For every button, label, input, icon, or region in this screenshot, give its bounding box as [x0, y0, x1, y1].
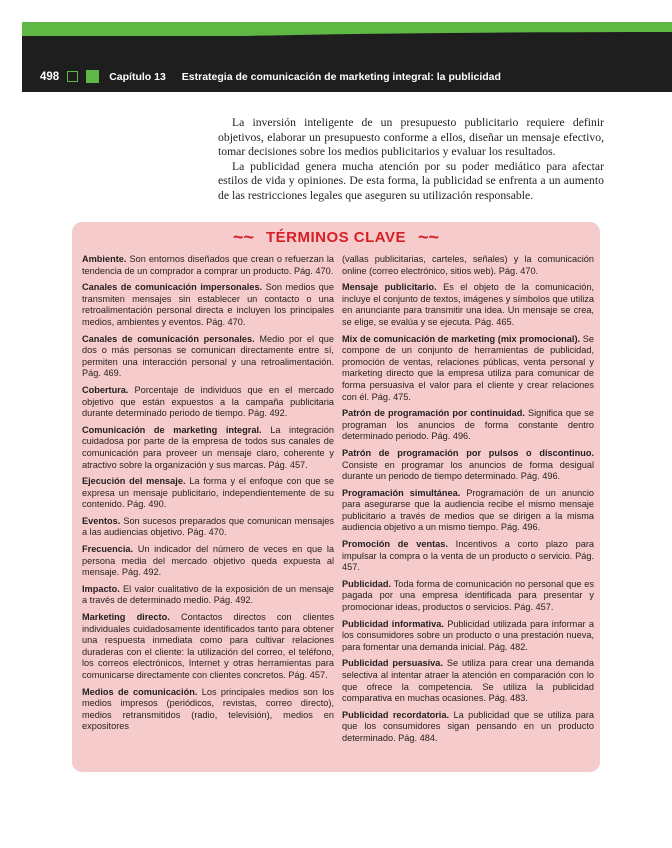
key-term-definition: La forma y el enfoque con que se expresa un mensaje publicitario, independientemente de su contenido. Pág. 490. — [82, 476, 334, 510]
key-term-name: Cobertura. — [82, 384, 129, 395]
key-term-name: Frecuencia. — [82, 544, 134, 555]
filled-square-icon — [86, 70, 99, 83]
intro-paragraph: La publicidad genera mucha atención por su poder mediático para afectar estilos de vida y opiniones. De esta forma, la publicidad se enfrenta a un aumento de las restricciones legales que aseguren su utilización responsable. — [218, 159, 604, 202]
key-term-entry — [342, 488, 594, 534]
key-term-name: Marketing directo. — [82, 612, 170, 623]
key-term-entry — [342, 710, 594, 745]
key-term-definition: Publicidad utilizada para informar a los consumidores sobre un producto o una prestación nueva, para fomentar una demanda inicial. Pág. 482. — [342, 618, 594, 652]
intro-paragraph: La inversión inteligente de un presupuesto publicitario requiere definir objetivos, elaborar un presupuesto conforme a ellos, diseñar un mensaje efectivo, tomar decisiones sobre los medios publicitarios y evaluar los resultados. — [218, 116, 604, 159]
key-term-entry — [82, 385, 334, 420]
key-term-definition: Toda forma de comunicación no personal que es pagada por una empresa identificada para presentar y promocionar ideas, productos o servicios. Pág. 457. — [342, 578, 595, 613]
key-term-name: Eventos. — [82, 515, 121, 526]
key-term-definition: El valor cualitativo de la exposición de un mensaje a través de determinado medio. Pág. 492. — [82, 583, 334, 606]
key-terms-box — [72, 222, 600, 772]
key-term-entry — [82, 516, 334, 539]
key-term-name: Mensaje publicitario. — [342, 282, 437, 293]
key-term-entry — [82, 476, 334, 511]
key-term-entry — [342, 579, 594, 614]
outline-square-icon — [67, 71, 78, 82]
key-term-definition: (vallas publicitarias, carteles, señales) y la comunicación online (correo electrónico, sitios web). Pág. 470. — [342, 254, 594, 276]
key-term-definition: Consiste en programar los anuncios de forma desigual durante un periodo de tiempo determinado. Pág. 496. — [342, 459, 594, 482]
key-term-entry — [82, 334, 334, 380]
key-term-definition: Significa que se programan los anuncios de forma constante dentro determinado periodo. Pág. 496. — [342, 408, 594, 442]
key-term-definition: Son sucesos preparados que comunican mensajes a las audiencias objetivo. Pág. 470. — [82, 515, 334, 538]
key-term-entry — [82, 544, 334, 579]
key-term-name: Mix de comunicación de marketing (mix promocional). — [342, 333, 581, 344]
key-term-name: Comunicación de marketing integral. — [82, 424, 262, 435]
key-term-name: Canales de comunicación impersonales. — [82, 282, 263, 293]
tilde-ornament-icon: ~~ — [418, 227, 440, 247]
chapter-title: Estrategia de comunicación de marketing integral: la publicidad — [181, 70, 501, 83]
key-term-entry — [82, 584, 334, 607]
key-term-definition: Son medios que transmiten mensajes sin establecer un contacto o una retroalimentación personal directa e incluyen los principales medios, ambientes y eventos. Pág. 470. — [82, 282, 334, 327]
key-term-definition: La publicidad que se utiliza para que los consumidores sigan pensando en un producto determinado. Pág. 484. — [342, 709, 594, 743]
intro-text — [218, 116, 604, 204]
key-term-definition: La integración cuidadosa por parte de la empresa de todos sus canales de comunicación para proveer un mensaje claro, coherente y atractivo sobre la organización y sus marcas. Pág. 457. — [82, 424, 334, 470]
key-term-definition: Contactos directos con clientes individuales cuidadosamente identificados tanto para obtener una respuesta inmediata como para cultivar relaciones duraderas con el cliente: la utilización del correo, el teléfono, los correos electrónicos, Internet y otras herramientas para comunicarse directamente con clientes concretos. Pág. 457. — [82, 612, 334, 680]
key-term-entry — [82, 282, 334, 328]
key-term-entry — [342, 539, 594, 574]
key-term-name: Impacto. — [82, 583, 120, 594]
key-term-name: Publicidad recordatoria. — [342, 709, 450, 720]
key-term-entry — [342, 334, 594, 404]
key-term-name: Publicidad informativa. — [342, 618, 444, 629]
key-term-name: Medios de comunicación. — [82, 686, 198, 697]
key-term-definition: Medio por el que dos o más personas se comunican directamente entre sí, permiten una interacción personal y una retroalimentación. Pág. 469. — [82, 333, 334, 379]
key-term-entry — [82, 612, 334, 682]
key-terms-heading — [72, 228, 600, 246]
key-term-entry — [342, 448, 594, 483]
key-terms-title: TÉRMINOS CLAVE — [265, 228, 407, 246]
key-term-name: Programación simultánea. — [342, 487, 461, 498]
key-term-name: Patrón de programación por continuidad. — [342, 408, 525, 419]
key-term-entry — [82, 254, 334, 277]
key-term-entry — [342, 658, 594, 704]
key-term-name: Patrón de programación por pulsos o discontinuo. — [342, 447, 594, 458]
key-term-entry — [342, 619, 594, 654]
key-term-definition: Un indicador del número de veces en que la persona media del mercado objetivo queda expuesta al mensaje. Pág. 492. — [82, 544, 334, 578]
key-term-definition: Son entornos diseñados que crean o refuerzan la tendencia de un comprador a comprar un producto. Pág. 470. — [82, 254, 334, 276]
key-term-entry — [342, 408, 594, 443]
key-term-definition: Programación de un anuncio para asegurarse que la audiencia recibe el mismo mensaje publicitario a través de medios que se dirigen a la misma audiencia objetivo a un mismo tiempo. Pág. 496. — [342, 487, 594, 533]
key-term-name: Publicidad persuasiva. — [342, 658, 443, 669]
page-number: 498 — [40, 70, 60, 83]
key-term-name: Publicidad. — [342, 578, 392, 589]
key-terms-right-column — [342, 254, 594, 750]
key-term-entry — [82, 687, 334, 733]
chapter-label: Capítulo 13 — [109, 70, 166, 83]
key-term-name: Ejecución del mensaje. — [82, 476, 186, 487]
tilde-ornament-icon: ~~ — [232, 227, 254, 247]
key-term-name: Ambiente. — [82, 254, 127, 264]
key-term-definition: Porcentaje de individuos que en el mercado objetivo que están expuestos a la campaña publicitaria durante determinado periodo de tiempo. Pág. 492. — [82, 384, 334, 419]
key-term-name: Promoción de ventas. — [342, 539, 448, 550]
running-header — [40, 70, 501, 83]
key-term-definition: Incentivos a corto plazo para impulsar la compra o la venta de un producto o servicio. Pág. 457. — [342, 539, 594, 573]
key-term-definition: Se utiliza para crear una demanda selectiva al intentar atraer la atención en comparación con lo que ofrece la competencia. Se utiliza la publicidad comparativa en muchas ocasiones. Pág. 483. — [342, 658, 594, 704]
key-term-name: Canales de comunicación personales. — [82, 333, 255, 344]
key-term-definition: Se compone de un conjunto de herramientas de publicidad, promoción de ventas, relaciones públicas, venta personal y marketing directo que la empresa utiliza para comunicar de forma persuasiva el valor para el cliente y crear relaciones con él. Pág. 475. — [342, 333, 594, 402]
key-term-definition: Los principales medios son los medios impresos (periódicos, revistas, correo directo), medios retransmitidos (radio, televisión), medios en expositores — [82, 686, 334, 732]
key-term-entry — [82, 425, 334, 471]
key-terms-left-column — [82, 254, 334, 738]
key-term-definition: Es el objeto de la comunicación, incluye el conjunto de textos, imágenes y símbolos que utiliza en anunciante para transmitir una idea. Un mensaje se crea, se elige, se evalúa y se ejecuta. Pág. 465. — [342, 282, 594, 327]
key-term-entry — [342, 254, 594, 277]
key-term-entry — [342, 282, 594, 328]
